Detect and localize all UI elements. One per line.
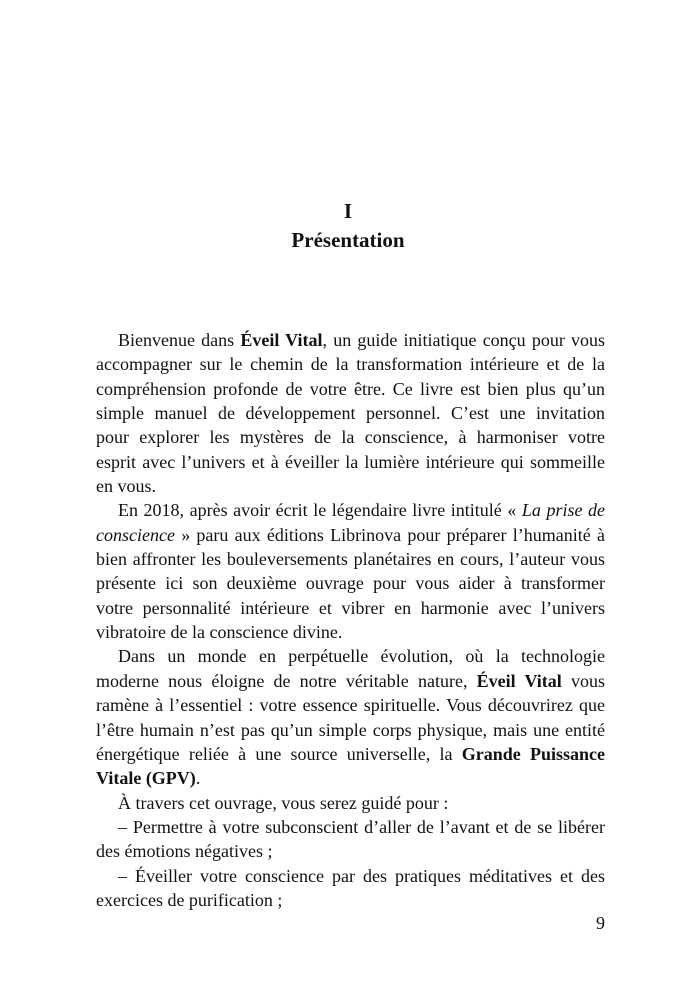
text-line <box>96 596 605 620</box>
text-segment: Bienvenue dans <box>118 330 241 350</box>
text-line <box>96 839 605 863</box>
text-segment: bien affronter les bouleversements planétaires en cours, l’auteur vous <box>96 549 605 570</box>
text-line <box>96 766 605 790</box>
text-line <box>96 401 605 425</box>
text-segment: En 2018, après avoir écrit le légendaire livre intitulé « <box>118 500 522 521</box>
chapter-title: Présentation <box>291 228 405 252</box>
text-line <box>96 718 605 742</box>
bold-text: Éveil Vital <box>240 330 323 350</box>
text-segment: vibratoire de la conscience divine. <box>96 622 343 643</box>
text-line <box>96 328 605 352</box>
page-number: 9 <box>596 913 605 933</box>
text-line <box>96 498 605 522</box>
text-segment: simple manuel de développement personnel. C’est une invitation <box>96 403 605 424</box>
text-segment: des émotions négatives ; <box>96 841 273 862</box>
text-line <box>96 523 605 547</box>
text-line <box>96 620 605 644</box>
text-line <box>96 791 605 815</box>
text-line <box>96 352 605 376</box>
text-segment: Dans un monde en perpétuelle évolution, où la technologie <box>118 646 605 667</box>
bold-text: Éveil Vital <box>476 670 562 691</box>
text-line <box>96 742 605 766</box>
paragraph <box>96 498 605 644</box>
text-line <box>96 547 605 571</box>
italic-text: La prise de <box>521 500 605 521</box>
text-segment: exercices de purification ; <box>96 889 283 910</box>
text-segment: . <box>195 768 201 789</box>
text-segment: – Éveiller votre conscience par des pratiques méditatives et des <box>118 865 605 886</box>
text-segment: » paru aux éditions Librinova pour préparer l’humanité à <box>174 524 605 545</box>
bold-text: Grande Puissance <box>461 743 605 764</box>
text-line <box>96 644 605 668</box>
text-segment: moderne nous éloigne de notre véritable nature, <box>96 670 477 691</box>
text-line <box>96 474 605 498</box>
paragraph <box>96 864 605 913</box>
chapter-number: I <box>343 199 353 223</box>
text-line <box>96 450 605 474</box>
text-segment: en vous. <box>96 476 156 497</box>
paragraph <box>96 328 605 498</box>
text-segment: compréhension profonde de votre être. Ce livre est bien plus qu’un <box>96 378 605 399</box>
text-line <box>96 571 605 595</box>
text-segment: énergétique reliée à une source universelle, la <box>96 743 462 764</box>
text-segment: vous <box>561 670 605 691</box>
text-line <box>96 864 605 888</box>
body-text <box>96 328 605 912</box>
text-segment: votre personnalité intérieure et vibrer en harmonie avec l’univers <box>96 597 605 618</box>
paragraph <box>96 815 605 864</box>
text-segment: , un guide initiatique conçu pour vous <box>322 330 606 350</box>
italic-text: conscience <box>96 524 175 545</box>
text-segment: À travers cet ouvrage, vous serez guidé pour : <box>118 792 449 813</box>
paragraph <box>96 644 605 790</box>
paragraph <box>96 791 605 815</box>
text-line <box>96 888 605 912</box>
text-segment: pour explorer les mystères de la conscience, à harmoniser votre <box>96 427 605 448</box>
bold-text: Vitale (GPV) <box>96 768 196 789</box>
text-segment: – Permettre à votre subconscient d’aller de l’avant et de se libérer <box>118 816 605 837</box>
text-segment: l’être humain n’est pas qu’un simple corps physique, mais une entité <box>96 719 605 740</box>
text-line <box>96 669 605 693</box>
text-line <box>96 815 605 839</box>
text-line <box>96 693 605 717</box>
text-line <box>96 377 605 401</box>
text-line <box>96 425 605 449</box>
text-segment: ramène à l’essentiel : votre essence spirituelle. Vous découvrirez que <box>96 695 605 716</box>
text-segment: présente ici son deuxième ouvrage pour vous aider à transformer <box>96 573 605 594</box>
text-segment: esprit avec l’univers et à éveiller la lumière intérieure qui sommeille <box>96 451 605 472</box>
text-segment: accompagner sur le chemin de la transformation intérieure et de la <box>96 354 605 375</box>
